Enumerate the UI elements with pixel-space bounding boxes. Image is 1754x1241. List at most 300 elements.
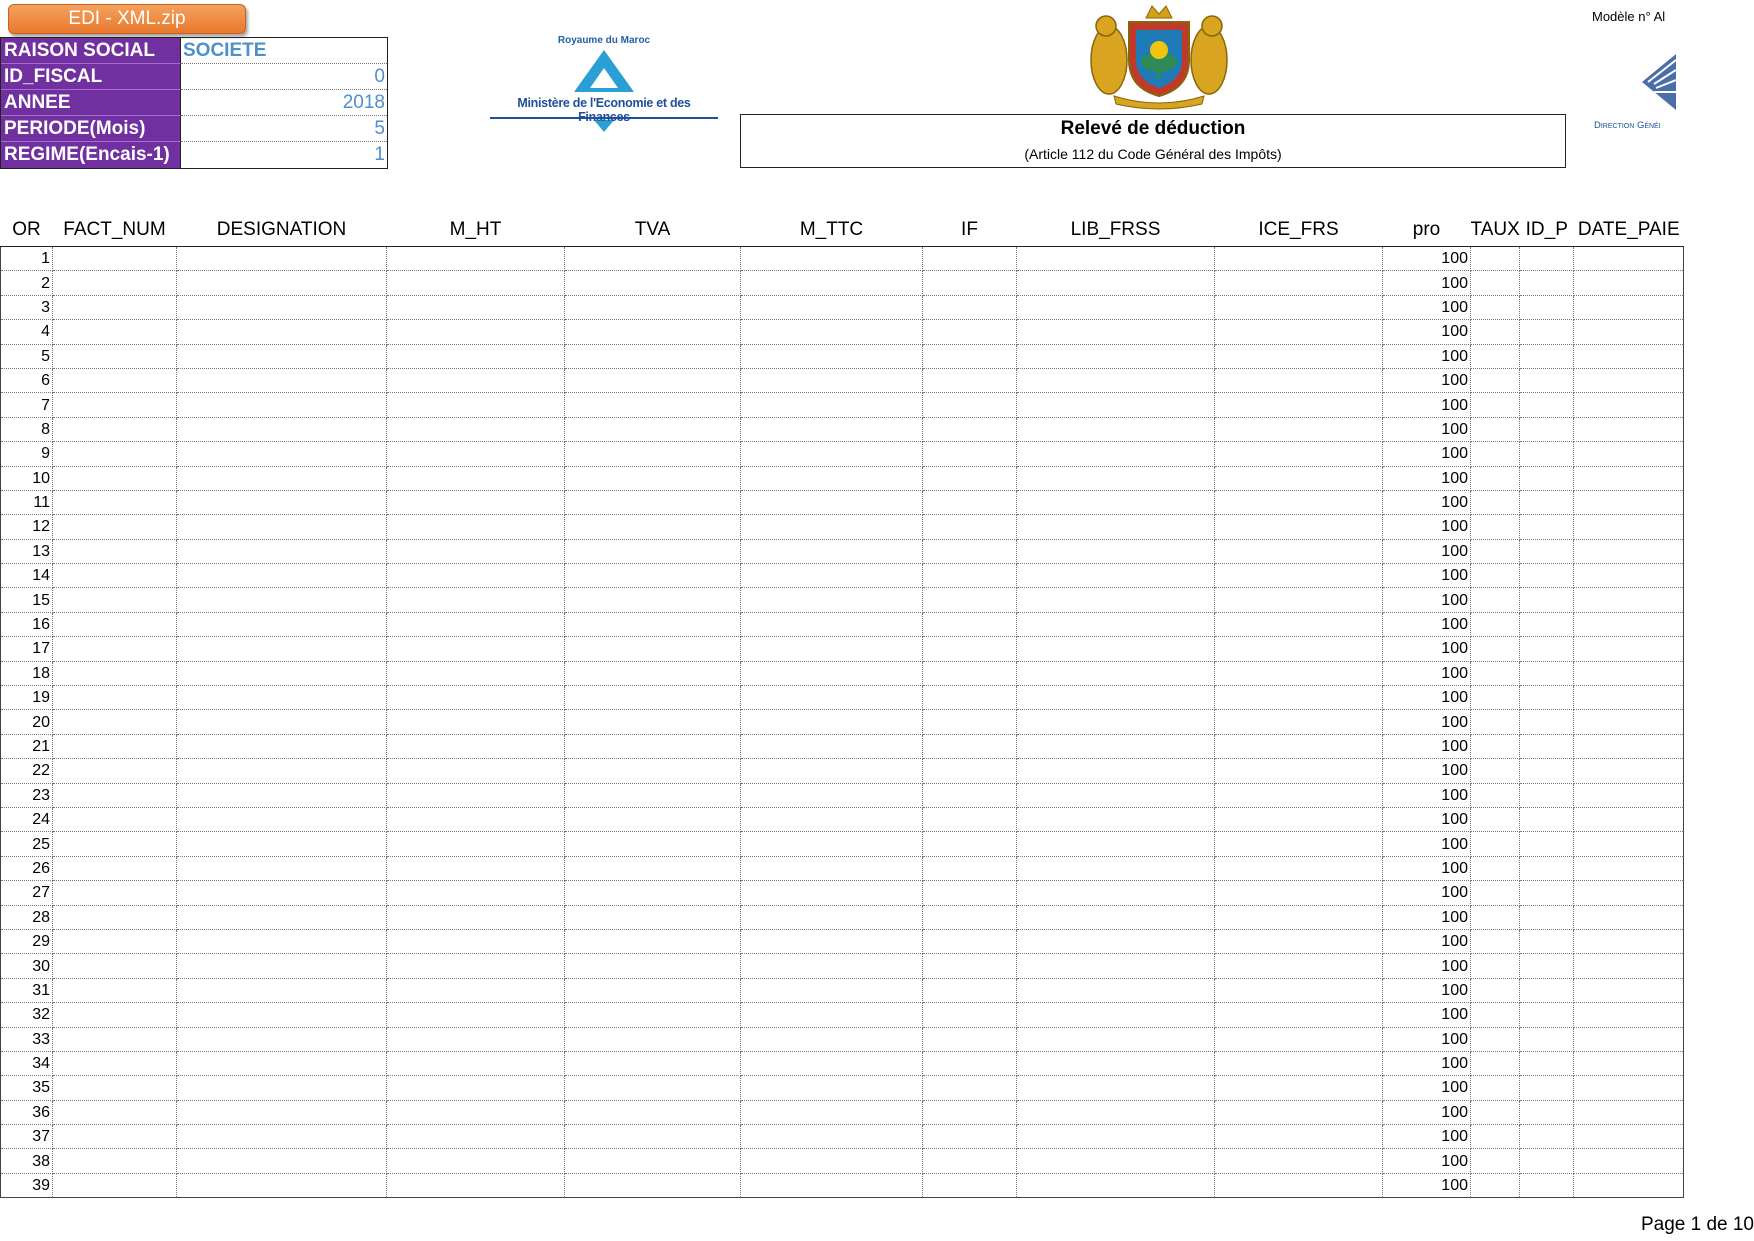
table-cell[interactable]	[387, 905, 565, 929]
table-cell[interactable]	[741, 734, 923, 758]
table-cell[interactable]	[923, 734, 1017, 758]
table-cell[interactable]	[1471, 807, 1520, 831]
table-cell[interactable]	[177, 881, 387, 905]
table-cell[interactable]	[923, 1051, 1017, 1075]
table-cell[interactable]	[565, 1125, 741, 1149]
table-cell[interactable]	[923, 1173, 1017, 1197]
table-cell[interactable]: 100	[1383, 807, 1471, 831]
table-cell[interactable]	[1017, 783, 1215, 807]
table-cell[interactable]	[1215, 734, 1383, 758]
table-cell[interactable]: 35	[1, 1076, 53, 1100]
table-cell[interactable]: 100	[1383, 295, 1471, 319]
table-cell[interactable]: 12	[1, 515, 53, 539]
table-cell[interactable]	[1574, 588, 1684, 612]
table-cell[interactable]	[1520, 417, 1574, 441]
table-cell[interactable]	[53, 466, 177, 490]
table-cell[interactable]	[1520, 832, 1574, 856]
table-cell[interactable]	[923, 466, 1017, 490]
table-cell[interactable]	[1520, 515, 1574, 539]
table-cell[interactable]	[1471, 734, 1520, 758]
table-cell[interactable]	[741, 295, 923, 319]
table-cell[interactable]	[1520, 807, 1574, 831]
table-cell[interactable]	[565, 1100, 741, 1124]
table-cell[interactable]	[177, 1100, 387, 1124]
table-cell[interactable]	[387, 612, 565, 636]
table-cell[interactable]	[923, 1100, 1017, 1124]
table-cell[interactable]	[1471, 295, 1520, 319]
table-cell[interactable]	[53, 320, 177, 344]
table-cell[interactable]	[565, 783, 741, 807]
table-cell[interactable]	[177, 905, 387, 929]
table-cell[interactable]	[923, 564, 1017, 588]
table-cell[interactable]: 100	[1383, 1173, 1471, 1197]
table-cell[interactable]	[741, 783, 923, 807]
table-cell[interactable]	[1471, 1100, 1520, 1124]
table-cell[interactable]	[1017, 417, 1215, 441]
table-cell[interactable]	[177, 759, 387, 783]
table-cell[interactable]	[1215, 686, 1383, 710]
table-cell[interactable]	[387, 1125, 565, 1149]
table-cell[interactable]	[177, 612, 387, 636]
table-cell[interactable]	[565, 1027, 741, 1051]
raison-social-cell[interactable]: SOCIETE	[181, 38, 387, 64]
table-cell[interactable]	[741, 929, 923, 953]
table-cell[interactable]	[1471, 442, 1520, 466]
table-cell[interactable]	[741, 466, 923, 490]
table-cell[interactable]: 16	[1, 612, 53, 636]
table-cell[interactable]	[741, 1125, 923, 1149]
table-cell[interactable]: 7	[1, 393, 53, 417]
table-cell[interactable]	[1520, 393, 1574, 417]
table-cell[interactable]: 100	[1383, 954, 1471, 978]
table-cell[interactable]	[1574, 710, 1684, 734]
table-cell[interactable]	[741, 612, 923, 636]
table-cell[interactable]	[387, 1051, 565, 1075]
table-cell[interactable]	[1574, 783, 1684, 807]
table-cell[interactable]	[565, 832, 741, 856]
table-cell[interactable]	[1017, 954, 1215, 978]
table-cell[interactable]	[1471, 539, 1520, 563]
table-cell[interactable]	[741, 686, 923, 710]
table-cell[interactable]	[1215, 247, 1383, 271]
table-cell[interactable]	[1471, 954, 1520, 978]
periode-cell[interactable]: 5	[181, 116, 387, 142]
table-cell[interactable]	[1215, 515, 1383, 539]
table-cell[interactable]	[565, 929, 741, 953]
table-cell[interactable]	[1520, 1051, 1574, 1075]
table-cell[interactable]	[53, 637, 177, 661]
table-cell[interactable]: 1	[1, 247, 53, 271]
table-cell[interactable]: 21	[1, 734, 53, 758]
table-cell[interactable]	[1471, 1125, 1520, 1149]
table-cell[interactable]	[1574, 905, 1684, 929]
table-cell[interactable]	[1574, 539, 1684, 563]
table-cell[interactable]	[387, 1100, 565, 1124]
table-cell[interactable]	[1215, 929, 1383, 953]
table-cell[interactable]	[1574, 320, 1684, 344]
table-cell[interactable]	[177, 564, 387, 588]
table-cell[interactable]	[741, 247, 923, 271]
table-cell[interactable]	[387, 1076, 565, 1100]
table-cell[interactable]	[1520, 295, 1574, 319]
table-cell[interactable]	[1520, 490, 1574, 514]
table-cell[interactable]	[923, 490, 1017, 514]
table-cell[interactable]	[1017, 1027, 1215, 1051]
table-cell[interactable]: 31	[1, 978, 53, 1002]
table-cell[interactable]	[923, 344, 1017, 368]
table-cell[interactable]	[1520, 466, 1574, 490]
table-cell[interactable]	[1574, 1100, 1684, 1124]
table-cell[interactable]	[1471, 344, 1520, 368]
table-cell[interactable]	[177, 1027, 387, 1051]
table-cell[interactable]	[387, 832, 565, 856]
table-cell[interactable]: 100	[1383, 490, 1471, 514]
table-cell[interactable]	[565, 856, 741, 880]
table-cell[interactable]	[565, 442, 741, 466]
table-cell[interactable]	[1017, 564, 1215, 588]
table-cell[interactable]	[177, 1149, 387, 1173]
table-cell[interactable]	[1215, 710, 1383, 734]
table-cell[interactable]: 36	[1, 1100, 53, 1124]
table-cell[interactable]	[923, 759, 1017, 783]
table-cell[interactable]	[1017, 807, 1215, 831]
table-cell[interactable]: 100	[1383, 466, 1471, 490]
table-cell[interactable]	[53, 295, 177, 319]
table-cell[interactable]	[1215, 564, 1383, 588]
table-cell[interactable]	[1520, 564, 1574, 588]
table-cell[interactable]	[53, 1051, 177, 1075]
table-cell[interactable]	[387, 564, 565, 588]
table-cell[interactable]	[53, 759, 177, 783]
table-cell[interactable]	[53, 807, 177, 831]
table-cell[interactable]	[1520, 661, 1574, 685]
table-cell[interactable]	[1574, 1051, 1684, 1075]
table-cell[interactable]	[177, 856, 387, 880]
table-cell[interactable]: 30	[1, 954, 53, 978]
table-cell[interactable]	[387, 490, 565, 514]
table-cell[interactable]	[1215, 978, 1383, 1002]
table-cell[interactable]	[1520, 881, 1574, 905]
table-cell[interactable]	[1574, 1125, 1684, 1149]
table-cell[interactable]	[387, 1027, 565, 1051]
table-cell[interactable]	[923, 881, 1017, 905]
table-cell[interactable]: 37	[1, 1125, 53, 1149]
table-cell[interactable]	[1574, 466, 1684, 490]
table-cell[interactable]	[565, 1051, 741, 1075]
table-cell[interactable]	[1574, 954, 1684, 978]
table-cell[interactable]	[177, 393, 387, 417]
table-cell[interactable]	[177, 442, 387, 466]
table-cell[interactable]	[1520, 954, 1574, 978]
table-cell[interactable]	[1520, 1149, 1574, 1173]
table-cell[interactable]	[1215, 612, 1383, 636]
table-cell[interactable]: 100	[1383, 832, 1471, 856]
table-cell[interactable]	[1017, 661, 1215, 685]
table-cell[interactable]	[1017, 344, 1215, 368]
table-cell[interactable]	[565, 1076, 741, 1100]
table-cell[interactable]	[177, 344, 387, 368]
table-cell[interactable]	[177, 1051, 387, 1075]
table-cell[interactable]	[923, 247, 1017, 271]
table-cell[interactable]	[387, 1003, 565, 1027]
table-cell[interactable]	[53, 344, 177, 368]
table-cell[interactable]	[565, 344, 741, 368]
table-cell[interactable]	[741, 417, 923, 441]
table-cell[interactable]	[1574, 734, 1684, 758]
table-cell[interactable]	[387, 588, 565, 612]
table-cell[interactable]: 100	[1383, 417, 1471, 441]
table-cell[interactable]	[53, 393, 177, 417]
table-cell[interactable]	[565, 247, 741, 271]
table-cell[interactable]: 100	[1383, 564, 1471, 588]
table-cell[interactable]	[741, 393, 923, 417]
table-cell[interactable]	[1215, 1100, 1383, 1124]
table-cell[interactable]: 28	[1, 905, 53, 929]
table-cell[interactable]	[923, 783, 1017, 807]
table-cell[interactable]	[1017, 368, 1215, 392]
table-cell[interactable]	[923, 978, 1017, 1002]
table-cell[interactable]	[1017, 490, 1215, 514]
table-cell[interactable]	[565, 954, 741, 978]
table-cell[interactable]: 23	[1, 783, 53, 807]
table-cell[interactable]	[177, 1076, 387, 1100]
table-cell[interactable]	[177, 1003, 387, 1027]
table-cell[interactable]	[1017, 247, 1215, 271]
table-cell[interactable]	[1017, 320, 1215, 344]
table-cell[interactable]	[1017, 515, 1215, 539]
table-cell[interactable]	[1017, 612, 1215, 636]
table-cell[interactable]	[1017, 856, 1215, 880]
table-cell[interactable]	[741, 807, 923, 831]
table-cell[interactable]	[923, 954, 1017, 978]
table-cell[interactable]	[565, 564, 741, 588]
table-cell[interactable]	[1215, 271, 1383, 295]
table-cell[interactable]	[565, 978, 741, 1002]
table-cell[interactable]	[1471, 1173, 1520, 1197]
table-cell[interactable]	[1574, 417, 1684, 441]
table-cell[interactable]	[387, 881, 565, 905]
table-cell[interactable]: 100	[1383, 1003, 1471, 1027]
table-cell[interactable]	[923, 368, 1017, 392]
table-cell[interactable]	[1017, 1076, 1215, 1100]
table-cell[interactable]	[387, 368, 565, 392]
table-cell[interactable]: 100	[1383, 588, 1471, 612]
table-cell[interactable]	[1574, 832, 1684, 856]
table-cell[interactable]	[1017, 686, 1215, 710]
table-cell[interactable]	[53, 564, 177, 588]
table-cell[interactable]	[177, 417, 387, 441]
table-cell[interactable]	[1215, 490, 1383, 514]
table-cell[interactable]	[1215, 881, 1383, 905]
table-cell[interactable]: 39	[1, 1173, 53, 1197]
table-cell[interactable]	[1574, 856, 1684, 880]
table-cell[interactable]	[565, 661, 741, 685]
table-cell[interactable]: 26	[1, 856, 53, 880]
table-cell[interactable]	[1215, 832, 1383, 856]
table-cell[interactable]: 100	[1383, 710, 1471, 734]
table-cell[interactable]	[565, 539, 741, 563]
table-cell[interactable]	[1471, 1076, 1520, 1100]
table-cell[interactable]	[387, 539, 565, 563]
table-cell[interactable]	[387, 954, 565, 978]
table-cell[interactable]	[1520, 368, 1574, 392]
table-cell[interactable]	[923, 905, 1017, 929]
table-cell[interactable]	[1520, 344, 1574, 368]
table-cell[interactable]	[1215, 1076, 1383, 1100]
table-cell[interactable]	[53, 490, 177, 514]
table-cell[interactable]	[1215, 1173, 1383, 1197]
table-cell[interactable]: 100	[1383, 734, 1471, 758]
table-cell[interactable]: 38	[1, 1149, 53, 1173]
table-cell[interactable]	[177, 661, 387, 685]
table-cell[interactable]	[1017, 832, 1215, 856]
table-cell[interactable]	[1520, 686, 1574, 710]
table-cell[interactable]	[1574, 564, 1684, 588]
table-cell[interactable]	[1520, 856, 1574, 880]
table-cell[interactable]	[741, 1003, 923, 1027]
table-cell[interactable]	[53, 1173, 177, 1197]
table-cell[interactable]: 100	[1383, 686, 1471, 710]
table-cell[interactable]	[387, 320, 565, 344]
table-cell[interactable]	[1574, 368, 1684, 392]
table-cell[interactable]	[387, 417, 565, 441]
table-cell[interactable]	[1017, 734, 1215, 758]
table-cell[interactable]	[53, 588, 177, 612]
table-cell[interactable]	[565, 1149, 741, 1173]
table-cell[interactable]	[741, 515, 923, 539]
table-cell[interactable]	[177, 637, 387, 661]
table-cell[interactable]: 100	[1383, 856, 1471, 880]
table-cell[interactable]	[387, 637, 565, 661]
table-cell[interactable]	[1471, 856, 1520, 880]
table-cell[interactable]	[1017, 588, 1215, 612]
table-cell[interactable]	[741, 832, 923, 856]
table-cell[interactable]	[1471, 832, 1520, 856]
table-cell[interactable]	[1520, 637, 1574, 661]
table-cell[interactable]	[53, 539, 177, 563]
table-cell[interactable]: 100	[1383, 661, 1471, 685]
table-cell[interactable]	[1471, 588, 1520, 612]
table-cell[interactable]	[1215, 344, 1383, 368]
table-cell[interactable]	[565, 612, 741, 636]
table-cell[interactable]	[1471, 466, 1520, 490]
table-cell[interactable]	[565, 710, 741, 734]
table-cell[interactable]	[53, 783, 177, 807]
table-cell[interactable]	[1215, 856, 1383, 880]
table-cell[interactable]	[387, 442, 565, 466]
table-cell[interactable]	[177, 515, 387, 539]
table-cell[interactable]	[53, 856, 177, 880]
table-cell[interactable]	[923, 1027, 1017, 1051]
table-cell[interactable]	[923, 1125, 1017, 1149]
table-cell[interactable]	[1215, 807, 1383, 831]
table-cell[interactable]	[1520, 247, 1574, 271]
table-cell[interactable]	[1471, 515, 1520, 539]
table-cell[interactable]	[387, 466, 565, 490]
table-cell[interactable]	[741, 1027, 923, 1051]
table-cell[interactable]	[565, 637, 741, 661]
table-cell[interactable]	[1520, 905, 1574, 929]
table-cell[interactable]	[1471, 759, 1520, 783]
table-cell[interactable]	[53, 515, 177, 539]
table-cell[interactable]	[53, 710, 177, 734]
table-cell[interactable]	[1574, 515, 1684, 539]
table-cell[interactable]	[387, 1149, 565, 1173]
table-cell[interactable]	[1017, 1100, 1215, 1124]
table-cell[interactable]	[565, 686, 741, 710]
table-cell[interactable]	[923, 612, 1017, 636]
table-cell[interactable]	[1520, 442, 1574, 466]
table-cell[interactable]	[1017, 978, 1215, 1002]
table-cell[interactable]: 3	[1, 295, 53, 319]
table-cell[interactable]	[177, 320, 387, 344]
table-cell[interactable]	[741, 588, 923, 612]
table-cell[interactable]	[1215, 1003, 1383, 1027]
table-cell[interactable]: 100	[1383, 344, 1471, 368]
table-cell[interactable]	[177, 832, 387, 856]
table-cell[interactable]	[177, 271, 387, 295]
table-cell[interactable]: 100	[1383, 929, 1471, 953]
table-cell[interactable]	[53, 832, 177, 856]
table-cell[interactable]	[1471, 320, 1520, 344]
table-cell[interactable]: 100	[1383, 1027, 1471, 1051]
table-cell[interactable]: 100	[1383, 637, 1471, 661]
table-cell[interactable]	[1574, 1149, 1684, 1173]
table-cell[interactable]	[1520, 1076, 1574, 1100]
table-cell[interactable]	[1471, 417, 1520, 441]
table-cell[interactable]	[1574, 661, 1684, 685]
table-cell[interactable]	[565, 417, 741, 441]
table-cell[interactable]	[1471, 783, 1520, 807]
table-cell[interactable]	[923, 832, 1017, 856]
table-cell[interactable]	[1520, 1173, 1574, 1197]
table-cell[interactable]	[741, 320, 923, 344]
table-cell[interactable]	[1471, 1051, 1520, 1075]
table-cell[interactable]	[923, 637, 1017, 661]
table-cell[interactable]	[53, 247, 177, 271]
table-cell[interactable]	[177, 710, 387, 734]
table-cell[interactable]	[1574, 612, 1684, 636]
table-cell[interactable]	[387, 686, 565, 710]
table-cell[interactable]	[741, 368, 923, 392]
table-cell[interactable]	[1471, 247, 1520, 271]
table-cell[interactable]	[1471, 564, 1520, 588]
edi-xml-zip-button[interactable]: EDI - XML.zip	[8, 4, 246, 34]
table-cell[interactable]	[1520, 1100, 1574, 1124]
table-cell[interactable]	[1574, 929, 1684, 953]
table-cell[interactable]	[741, 954, 923, 978]
table-cell[interactable]	[177, 588, 387, 612]
regime-cell[interactable]: 1	[374, 144, 385, 165]
table-cell[interactable]	[565, 515, 741, 539]
table-cell[interactable]	[1574, 978, 1684, 1002]
table-cell[interactable]	[1215, 588, 1383, 612]
table-cell[interactable]: 6	[1, 368, 53, 392]
table-cell[interactable]	[1471, 710, 1520, 734]
table-cell[interactable]	[741, 1173, 923, 1197]
table-cell[interactable]	[923, 807, 1017, 831]
table-cell[interactable]	[1471, 881, 1520, 905]
table-cell[interactable]: 100	[1383, 320, 1471, 344]
table-cell[interactable]	[1017, 442, 1215, 466]
table-cell[interactable]: 9	[1, 442, 53, 466]
table-cell[interactable]	[1215, 637, 1383, 661]
table-cell[interactable]: 34	[1, 1051, 53, 1075]
table-cell[interactable]	[387, 856, 565, 880]
table-cell[interactable]	[53, 686, 177, 710]
table-cell[interactable]	[741, 1100, 923, 1124]
table-cell[interactable]	[1574, 637, 1684, 661]
